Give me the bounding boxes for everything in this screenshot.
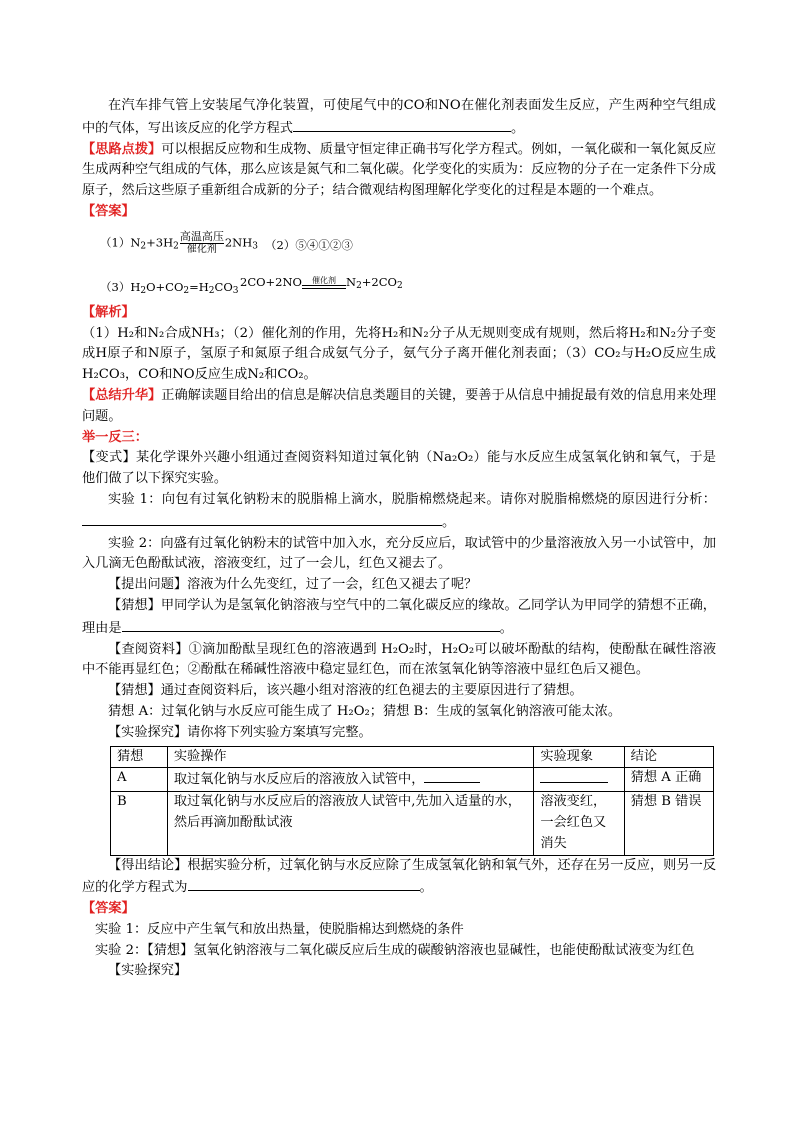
table-header-cell: 实验现象 xyxy=(534,746,624,768)
experiment-2-paragraph: 实验 2：向盛有过氧化钠粉末的试管中加入水，充分反应后，取试管中的少量溶液放入另一小试管中，加入几滴无色酚酞试液，溶液变红，过了一会儿，红色又褪去了。 xyxy=(82,535,716,572)
answer-explore: 【实验探究】 xyxy=(108,963,188,979)
answer-2-heading: 【答案】 xyxy=(82,901,135,917)
table-cell: 取过氧化钠与水反应后的溶液放人试管中,先加入适量的水，然后再滴加酚酞试液 xyxy=(167,792,533,855)
reaction-condition: 催化剂 xyxy=(302,276,346,289)
table-cell: 猜想 A 正确 xyxy=(624,768,713,792)
reaction-condition: 高温高压 催化剂 xyxy=(179,229,224,255)
answer-exp2: 实验 2：【猜想】氢氧化钠溶液与二氧化碳反应后生成的碳酸钠溶液也显碱性，也能使酚酞试液变为红色 xyxy=(95,942,695,958)
intro-paragraph: 在汽车排气管上安装尾气净化装置，可使尾气中的CO和NO在催化剂表面发生反应，产生两种空气组成中的气体，写出该反应的化学方程式 。 xyxy=(82,98,716,136)
answer-blank[interactable] xyxy=(82,511,442,526)
question-paragraph: 【提出问题】溶液为什么先变红，过了一会，红色又褪去了呢？ xyxy=(108,577,478,593)
table-cell: B xyxy=(111,792,168,855)
answer-equation-row-1 xyxy=(82,227,716,265)
equation-3b: 2CO+2NO 催化剂 $N_2+2CO_2$ xyxy=(240,274,403,291)
document-page xyxy=(82,96,716,982)
practice-heading: 举一反三： xyxy=(82,429,148,445)
experiment-table xyxy=(110,746,714,856)
answer-heading: 【答案】 xyxy=(82,203,135,219)
table-cell: 溶液变红，一会红色又消失 xyxy=(534,792,624,855)
answer-blank[interactable] xyxy=(188,876,420,891)
answer-equation-row-2 xyxy=(82,269,716,303)
thinking-hint-label: 【思路点拨】 xyxy=(82,141,162,157)
table-header-cell: 猜想 xyxy=(111,746,168,768)
analysis-heading: 【解析】 xyxy=(82,304,135,320)
answer-blank[interactable] xyxy=(122,617,500,632)
equation-3a: $(3)H_2O+CO_2=H_2CO_3$ xyxy=(100,279,239,296)
variant-paragraph: 【变式】某化学课外兴趣小组通过查阅资料知道过氧化钠（Na₂O₂）能与水反应生成氢氧化钠和氧气，于是他们做了以下探究实验。 xyxy=(82,450,716,487)
table-header-cell: 实验操作 xyxy=(167,746,533,768)
analysis-paragraph: （1）H₂和N₂合成NH₃；（2）催化剂的作用，先将H₂和N₂分子从无规则变成有规则，然后将H₂和N₂分子变成H原子和N原子，氢原子和氮原子组合成氨气分子，氨气分子离开催化剂表面；（3）CO₂与H₂O反应生成H₂CO₃，CO和NO反应生成N₂和CO₂。 xyxy=(82,325,716,383)
answer-blank[interactable] xyxy=(540,768,608,783)
table-header-cell: 结论 xyxy=(624,746,713,768)
experiment-1-paragraph: 实验 1：向包有过氧化钠粉末的脱脂棉上滴水，脱脂棉燃烧起来。请你对脱脂棉燃烧的原因进行分析：。 xyxy=(82,490,716,534)
answer-part-2: （2）⑤④①②③ xyxy=(265,237,353,252)
table-header-row xyxy=(111,746,714,768)
summary-paragraph: 【总结升华】正确解读题目给出的信息是解决信息类题目的关键，要善于从信息中捕捉最有效的信息用来处理问题。 xyxy=(82,387,717,424)
answer-blank[interactable] xyxy=(293,117,511,132)
reference-paragraph: 【查阅资料】①滴加酚酞呈现红色的溶液遇到 H₂O₂时，H₂O₂可以破坏酚酞的结构，使酚酞在碱性溶液中不能再显红色；②酚酞在稀碱性溶液中稳定显红色，而在浓氢氧化钠等溶液中显红色后又褪色。 xyxy=(82,641,717,678)
table-cell: 取过氧化钠与水反应后的溶液放入试管中， xyxy=(167,768,533,792)
explore-paragraph: 【实验探究】请你将下列实验方案填写完整。 xyxy=(108,724,372,740)
answer-exp1: 实验 1：反应中产生氧气和放出热量，使脱脂棉达到燃烧的条件 xyxy=(95,921,464,937)
guess-1-paragraph: 【猜想】甲同学认为是氢氧化钠溶液与空气中的二氧化碳反应的缘故。乙同学认为甲同学的猜想不正确，理由是 。 xyxy=(82,597,716,636)
equation-1: $(1)N_2+3H_2$ 高温高压 催化剂 $2NH_3$ xyxy=(100,229,258,255)
table-cell xyxy=(534,768,624,792)
table-row xyxy=(111,792,714,855)
table-cell: 猜想 B 错误 xyxy=(624,792,713,855)
table-cell: A xyxy=(111,768,168,792)
thinking-hint-paragraph: 【思路点拨】可以根据反应物和生成物、质量守恒定律正确书写化学方程式。例如，一氧化碳和一氧化氮反应生成两种空气组成的气体，那么应该是氮气和二氧化碳。化学变化的实质为：反应物的分子在一定条件下分成原子，然后这些原子重新组合成新的分子；结合微观结构图理解化学变化的过程是本题的一个难点。 xyxy=(82,141,717,199)
guess-ab-paragraph: 猜想 A：过氧化钠与水反应可能生成了 H₂O₂；猜想 B：生成的氢氧化钠溶液可能太浓。 xyxy=(108,703,622,719)
table-row xyxy=(111,768,714,792)
conclusion-paragraph: 【得出结论】根据实验分析，过氧化钠与水反应除了生成氢氧化钠和氧气外，还存在另一反应，则另一反应的化学方程式为 。 xyxy=(82,857,717,896)
answer-blank[interactable] xyxy=(424,768,480,783)
guess-2-paragraph: 【猜想】通过查阅资料后，该兴趣小组对溶液的红色褪去的主要原因进行了猜想。 xyxy=(108,683,583,699)
